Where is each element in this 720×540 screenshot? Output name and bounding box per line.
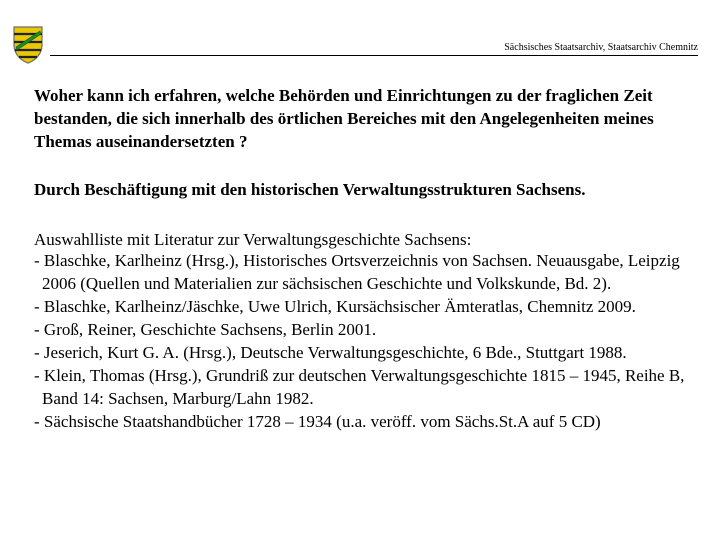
reference-item: - Klein, Thomas (Hrsg.), Grundriß zur deutschen Verwaltungsgeschichte 1815 – 1945, Reihe B, Band 14: Sachsen, Marburg/Lahn 1982. — [34, 366, 685, 408]
question-text: Woher kann ich erfahren, welche Behörden und Einrichtungen zu der fraglichen Zeit bestanden, die sich innerhalb des örtlichen Bereiches mit den Angelegenheiten meines Themas auseinandersetzten ? — [34, 86, 654, 151]
header-caption: Sächsisches Staatsarchiv, Staatsarchiv Chemnitz — [504, 42, 698, 53]
header-divider — [50, 55, 698, 56]
reference-item: - Blaschke, Karlheinz/Jäschke, Uwe Ulrich, Kursächsischer Ämteratlas, Chemnitz 2009. — [34, 297, 636, 316]
answer-text: Durch Beschäftigung mit den historischen Verwaltungsstrukturen Sachsens. — [34, 180, 586, 199]
reference-list-intro: Auswahlliste mit Literatur zur Verwaltungsgeschichte Sachsens: — [34, 230, 472, 249]
reference-item: - Jeserich, Kurt G. A. (Hrsg.), Deutsche Verwaltungsgeschichte, 6 Bde., Stuttgart 1988. — [34, 343, 627, 362]
reference-item: - Groß, Reiner, Geschichte Sachsens, Berlin 2001. — [34, 320, 377, 339]
reference-item: - Blaschke, Karlheinz (Hrsg.), Historisches Ortsverzeichnis von Sachsen. Neuausgabe, Leipzig 2006 (Quellen und Materialien zur sächsischen Geschichte und Volkskunde, Bd. 2). — [34, 251, 680, 293]
saxony-coat-of-arms-icon — [12, 25, 44, 65]
reference-list — [34, 249, 704, 433]
reference-item: - Sächsische Staatshandbücher 1728 – 1934 (u.a. veröff. vom Sächs.St.A auf 5 CD) — [34, 412, 601, 431]
